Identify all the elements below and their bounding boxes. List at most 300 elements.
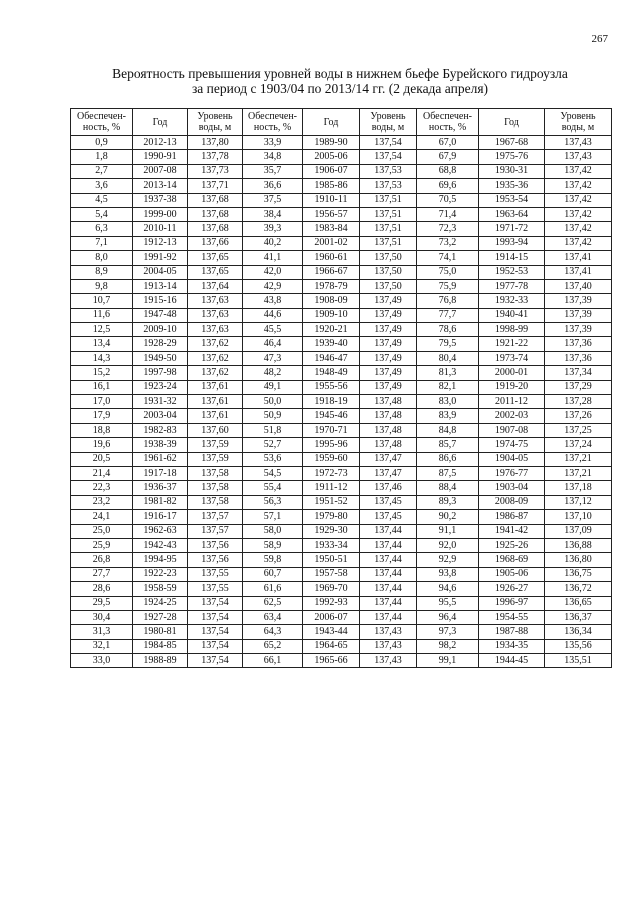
cell-probability: 70,5	[417, 193, 479, 207]
cell-level: 137,45	[360, 510, 417, 524]
cell-probability: 40,2	[243, 236, 303, 250]
cell-probability: 55,4	[243, 481, 303, 495]
cell-year: 2012-13	[133, 136, 188, 150]
cell-probability: 1,8	[71, 150, 133, 164]
cell-year: 1922-23	[133, 567, 188, 581]
cell-probability: 81,3	[417, 366, 479, 380]
cell-level: 137,54	[360, 136, 417, 150]
cell-probability: 15,2	[71, 366, 133, 380]
cell-year: 1930-31	[479, 164, 545, 178]
cell-probability: 56,3	[243, 495, 303, 509]
cell-level: 137,58	[188, 481, 243, 495]
table-row	[71, 265, 612, 279]
cell-probability: 6,3	[71, 222, 133, 236]
cell-probability: 25,9	[71, 538, 133, 552]
cell-level: 136,34	[545, 625, 612, 639]
cell-probability: 5,4	[71, 207, 133, 221]
cell-probability: 58,9	[243, 538, 303, 552]
cell-level: 137,51	[360, 222, 417, 236]
cell-level: 137,73	[188, 164, 243, 178]
cell-probability: 71,4	[417, 207, 479, 221]
cell-year: 1920-21	[303, 323, 360, 337]
cell-year: 1910-11	[303, 193, 360, 207]
cell-year: 1998-99	[479, 323, 545, 337]
cell-level: 137,41	[545, 251, 612, 265]
cell-year: 2000-01	[479, 366, 545, 380]
cell-level: 137,12	[545, 495, 612, 509]
cell-year: 1940-41	[479, 308, 545, 322]
cell-level: 137,39	[545, 308, 612, 322]
cell-year: 1989-90	[303, 136, 360, 150]
cell-probability: 7,1	[71, 236, 133, 250]
cell-year: 1993-94	[479, 236, 545, 250]
header-probability: Обеспечен- ность, %	[417, 109, 479, 136]
cell-probability: 62,5	[243, 596, 303, 610]
cell-year: 2002-03	[479, 409, 545, 423]
cell-level: 137,51	[360, 207, 417, 221]
cell-level: 137,68	[188, 193, 243, 207]
cell-level: 137,63	[188, 323, 243, 337]
cell-probability: 60,7	[243, 567, 303, 581]
cell-probability: 14,3	[71, 351, 133, 365]
cell-probability: 32,1	[71, 639, 133, 653]
cell-year: 1972-73	[303, 466, 360, 480]
cell-probability: 58,0	[243, 524, 303, 538]
cell-probability: 57,1	[243, 510, 303, 524]
cell-probability: 50,0	[243, 395, 303, 409]
cell-year: 1967-68	[479, 136, 545, 150]
cell-probability: 11,6	[71, 308, 133, 322]
cell-level: 137,42	[545, 236, 612, 250]
cell-level: 137,78	[188, 150, 243, 164]
cell-probability: 86,6	[417, 452, 479, 466]
cell-level: 136,88	[545, 538, 612, 552]
cell-level: 137,44	[360, 582, 417, 596]
cell-year: 1986-87	[479, 510, 545, 524]
cell-level: 137,42	[545, 179, 612, 193]
cell-level: 135,51	[545, 654, 612, 668]
cell-year: 1932-33	[479, 294, 545, 308]
cell-probability: 67,0	[417, 136, 479, 150]
cell-level: 137,10	[545, 510, 612, 524]
cell-year: 1909-10	[303, 308, 360, 322]
cell-level: 137,50	[360, 265, 417, 279]
cell-year: 1938-39	[133, 438, 188, 452]
cell-probability: 37,5	[243, 193, 303, 207]
cell-year: 2010-11	[133, 222, 188, 236]
cell-level: 137,36	[545, 337, 612, 351]
cell-level: 137,50	[360, 251, 417, 265]
cell-year: 1984-85	[133, 639, 188, 653]
cell-year: 2011-12	[479, 395, 545, 409]
cell-probability: 9,8	[71, 279, 133, 293]
cell-probability: 19,6	[71, 438, 133, 452]
document-title	[70, 66, 610, 96]
table-body	[71, 136, 612, 668]
cell-level: 137,58	[188, 495, 243, 509]
cell-probability: 99,1	[417, 654, 479, 668]
table-row	[71, 466, 612, 480]
cell-level: 137,57	[188, 524, 243, 538]
cell-probability: 18,8	[71, 423, 133, 437]
cell-probability: 30,4	[71, 610, 133, 624]
cell-year: 1952-53	[479, 265, 545, 279]
cell-probability: 53,6	[243, 452, 303, 466]
cell-year: 1982-83	[133, 423, 188, 437]
cell-year: 1958-59	[133, 582, 188, 596]
cell-year: 1914-15	[479, 251, 545, 265]
cell-level: 137,64	[188, 279, 243, 293]
cell-level: 135,56	[545, 639, 612, 653]
cell-probability: 69,6	[417, 179, 479, 193]
cell-year: 1905-06	[479, 567, 545, 581]
cell-level: 137,65	[188, 251, 243, 265]
cell-year: 1996-97	[479, 596, 545, 610]
cell-level: 137,43	[360, 625, 417, 639]
cell-probability: 13,4	[71, 337, 133, 351]
cell-level: 137,43	[360, 639, 417, 653]
table-row	[71, 538, 612, 552]
table-row	[71, 596, 612, 610]
cell-level: 137,60	[188, 423, 243, 437]
table-row	[71, 582, 612, 596]
cell-year: 1924-25	[133, 596, 188, 610]
cell-level: 137,50	[360, 279, 417, 293]
cell-probability: 43,8	[243, 294, 303, 308]
cell-year: 1912-13	[133, 236, 188, 250]
cell-year: 1985-86	[303, 179, 360, 193]
cell-probability: 17,0	[71, 395, 133, 409]
cell-probability: 59,8	[243, 553, 303, 567]
cell-level: 137,43	[360, 654, 417, 668]
cell-probability: 54,5	[243, 466, 303, 480]
cell-level: 137,39	[545, 294, 612, 308]
cell-probability: 95,5	[417, 596, 479, 610]
cell-level: 137,47	[360, 452, 417, 466]
cell-year: 1933-34	[303, 538, 360, 552]
header-level: Уровень воды, м	[545, 109, 612, 136]
table-row	[71, 193, 612, 207]
cell-probability: 3,6	[71, 179, 133, 193]
cell-year: 2001-02	[303, 236, 360, 250]
cell-year: 1937-38	[133, 193, 188, 207]
cell-probability: 89,3	[417, 495, 479, 509]
cell-year: 1976-77	[479, 466, 545, 480]
cell-probability: 10,7	[71, 294, 133, 308]
cell-year: 1987-88	[479, 625, 545, 639]
cell-year: 1907-08	[479, 423, 545, 437]
cell-probability: 64,3	[243, 625, 303, 639]
cell-year: 1962-63	[133, 524, 188, 538]
cell-year: 1971-72	[479, 222, 545, 236]
cell-level: 137,44	[360, 567, 417, 581]
title-line-1: Вероятность превышения уровней воды в нижнем бьефе Бурейского гидроузла	[112, 66, 568, 81]
cell-level: 137,62	[188, 366, 243, 380]
cell-probability: 36,6	[243, 179, 303, 193]
cell-level: 137,26	[545, 409, 612, 423]
cell-level: 137,48	[360, 395, 417, 409]
cell-probability: 83,0	[417, 395, 479, 409]
table-row	[71, 279, 612, 293]
cell-probability: 73,2	[417, 236, 479, 250]
table-row	[71, 323, 612, 337]
cell-year: 1939-40	[303, 337, 360, 351]
cell-level: 137,36	[545, 351, 612, 365]
cell-year: 2013-14	[133, 179, 188, 193]
cell-probability: 39,3	[243, 222, 303, 236]
cell-level: 137,43	[545, 150, 612, 164]
cell-level: 137,51	[360, 236, 417, 250]
cell-level: 137,61	[188, 380, 243, 394]
cell-probability: 63,4	[243, 610, 303, 624]
cell-probability: 75,0	[417, 265, 479, 279]
table-row	[71, 380, 612, 394]
cell-year: 1950-51	[303, 553, 360, 567]
cell-level: 137,54	[360, 150, 417, 164]
cell-level: 137,56	[188, 553, 243, 567]
cell-level: 137,49	[360, 380, 417, 394]
cell-year: 1934-35	[479, 639, 545, 653]
cell-level: 137,39	[545, 323, 612, 337]
cell-probability: 35,7	[243, 164, 303, 178]
cell-probability: 51,8	[243, 423, 303, 437]
cell-year: 1977-78	[479, 279, 545, 293]
cell-level: 137,34	[545, 366, 612, 380]
cell-level: 137,54	[188, 625, 243, 639]
table-row	[71, 625, 612, 639]
cell-year: 1979-80	[303, 510, 360, 524]
cell-level: 137,62	[188, 351, 243, 365]
cell-probability: 50,9	[243, 409, 303, 423]
cell-probability: 84,8	[417, 423, 479, 437]
cell-probability: 41,1	[243, 251, 303, 265]
cell-year: 1911-12	[303, 481, 360, 495]
table-row	[71, 495, 612, 509]
cell-probability: 48,2	[243, 366, 303, 380]
cell-level: 137,54	[188, 596, 243, 610]
cell-probability: 77,7	[417, 308, 479, 322]
cell-probability: 49,1	[243, 380, 303, 394]
table-row	[71, 251, 612, 265]
cell-level: 137,57	[188, 510, 243, 524]
cell-year: 1936-37	[133, 481, 188, 495]
table-row	[71, 452, 612, 466]
cell-year: 1926-27	[479, 582, 545, 596]
cell-level: 137,44	[360, 596, 417, 610]
cell-level: 137,55	[188, 567, 243, 581]
cell-probability: 23,2	[71, 495, 133, 509]
cell-year: 1947-48	[133, 308, 188, 322]
cell-probability: 22,3	[71, 481, 133, 495]
cell-year: 1978-79	[303, 279, 360, 293]
header-year: Год	[479, 109, 545, 136]
cell-year: 1956-57	[303, 207, 360, 221]
table-row	[71, 395, 612, 409]
cell-level: 137,63	[188, 308, 243, 322]
cell-level: 137,48	[360, 438, 417, 452]
cell-probability: 90,2	[417, 510, 479, 524]
cell-probability: 78,6	[417, 323, 479, 337]
cell-year: 1966-67	[303, 265, 360, 279]
cell-year: 2007-08	[133, 164, 188, 178]
cell-year: 1904-05	[479, 452, 545, 466]
table-row	[71, 409, 612, 423]
cell-probability: 76,8	[417, 294, 479, 308]
cell-probability: 17,9	[71, 409, 133, 423]
table-row	[71, 553, 612, 567]
cell-level: 137,56	[188, 538, 243, 552]
cell-year: 2005-06	[303, 150, 360, 164]
cell-probability: 92,9	[417, 553, 479, 567]
cell-year: 1915-16	[133, 294, 188, 308]
header-year: Год	[133, 109, 188, 136]
cell-probability: 88,4	[417, 481, 479, 495]
cell-level: 137,25	[545, 423, 612, 437]
cell-level: 137,53	[360, 164, 417, 178]
cell-probability: 80,4	[417, 351, 479, 365]
table-row	[71, 510, 612, 524]
cell-level: 137,44	[360, 553, 417, 567]
cell-level: 137,66	[188, 236, 243, 250]
cell-year: 1913-14	[133, 279, 188, 293]
cell-level: 137,21	[545, 452, 612, 466]
cell-year: 1921-22	[479, 337, 545, 351]
cell-probability: 92,0	[417, 538, 479, 552]
cell-level: 137,40	[545, 279, 612, 293]
cell-level: 137,59	[188, 452, 243, 466]
table-row	[71, 164, 612, 178]
cell-year: 1999-00	[133, 207, 188, 221]
cell-year: 1980-81	[133, 625, 188, 639]
cell-probability: 20,5	[71, 452, 133, 466]
cell-probability: 46,4	[243, 337, 303, 351]
cell-year: 1961-62	[133, 452, 188, 466]
cell-level: 137,68	[188, 222, 243, 236]
cell-year: 1919-20	[479, 380, 545, 394]
cell-year: 1903-04	[479, 481, 545, 495]
table-row	[71, 654, 612, 668]
cell-probability: 96,4	[417, 610, 479, 624]
table-row	[71, 207, 612, 221]
cell-year: 1946-47	[303, 351, 360, 365]
cell-year: 1981-82	[133, 495, 188, 509]
cell-level: 137,48	[360, 423, 417, 437]
cell-year: 1975-76	[479, 150, 545, 164]
cell-probability: 12,5	[71, 323, 133, 337]
cell-year: 1927-28	[133, 610, 188, 624]
cell-year: 1951-52	[303, 495, 360, 509]
cell-probability: 94,6	[417, 582, 479, 596]
cell-level: 136,72	[545, 582, 612, 596]
cell-year: 1959-60	[303, 452, 360, 466]
cell-probability: 31,3	[71, 625, 133, 639]
cell-level: 136,75	[545, 567, 612, 581]
table-row	[71, 438, 612, 452]
cell-year: 1964-65	[303, 639, 360, 653]
cell-level: 137,58	[188, 466, 243, 480]
cell-probability: 42,0	[243, 265, 303, 279]
cell-probability: 45,5	[243, 323, 303, 337]
table-row	[71, 524, 612, 538]
water-level-table	[70, 108, 612, 668]
cell-year: 1994-95	[133, 553, 188, 567]
cell-year: 2006-07	[303, 610, 360, 624]
cell-year: 1953-54	[479, 193, 545, 207]
cell-year: 1992-93	[303, 596, 360, 610]
cell-year: 1973-74	[479, 351, 545, 365]
cell-probability: 79,5	[417, 337, 479, 351]
cell-level: 137,18	[545, 481, 612, 495]
cell-probability: 42,9	[243, 279, 303, 293]
cell-level: 137,48	[360, 409, 417, 423]
cell-probability: 98,2	[417, 639, 479, 653]
cell-level: 137,55	[188, 582, 243, 596]
cell-probability: 65,2	[243, 639, 303, 653]
cell-level: 137,43	[545, 136, 612, 150]
page-number: 267	[591, 33, 608, 45]
cell-probability: 2,7	[71, 164, 133, 178]
cell-year: 1954-55	[479, 610, 545, 624]
cell-probability: 27,7	[71, 567, 133, 581]
cell-level: 137,47	[360, 466, 417, 480]
header-year: Год	[303, 109, 360, 136]
cell-year: 1918-19	[303, 395, 360, 409]
cell-year: 2009-10	[133, 323, 188, 337]
cell-year: 1948-49	[303, 366, 360, 380]
cell-level: 137,49	[360, 308, 417, 322]
cell-probability: 33,0	[71, 654, 133, 668]
cell-year: 1974-75	[479, 438, 545, 452]
cell-probability: 38,4	[243, 207, 303, 221]
header-probability: Обеспечен- ность, %	[71, 109, 133, 136]
cell-year: 1969-70	[303, 582, 360, 596]
cell-level: 137,49	[360, 294, 417, 308]
cell-year: 1928-29	[133, 337, 188, 351]
table-row	[71, 639, 612, 653]
cell-probability: 33,9	[243, 136, 303, 150]
cell-level: 137,44	[360, 610, 417, 624]
cell-probability: 68,8	[417, 164, 479, 178]
cell-year: 1908-09	[303, 294, 360, 308]
cell-year: 1923-24	[133, 380, 188, 394]
cell-year: 2008-09	[479, 495, 545, 509]
cell-level: 137,29	[545, 380, 612, 394]
cell-year: 1925-26	[479, 538, 545, 552]
table-row	[71, 337, 612, 351]
cell-level: 137,61	[188, 409, 243, 423]
cell-level: 137,45	[360, 495, 417, 509]
cell-level: 137,49	[360, 351, 417, 365]
cell-level: 137,54	[188, 610, 243, 624]
header-probability: Обеспечен- ность, %	[243, 109, 303, 136]
cell-year: 1943-44	[303, 625, 360, 639]
cell-year: 1945-46	[303, 409, 360, 423]
cell-year: 1960-61	[303, 251, 360, 265]
cell-probability: 4,5	[71, 193, 133, 207]
cell-level: 137,41	[545, 265, 612, 279]
cell-probability: 87,5	[417, 466, 479, 480]
cell-level: 136,80	[545, 553, 612, 567]
cell-probability: 26,8	[71, 553, 133, 567]
cell-probability: 61,6	[243, 582, 303, 596]
cell-level: 137,65	[188, 265, 243, 279]
cell-level: 137,63	[188, 294, 243, 308]
cell-year: 1983-84	[303, 222, 360, 236]
cell-level: 136,37	[545, 610, 612, 624]
table-header-row	[71, 109, 612, 136]
cell-probability: 24,1	[71, 510, 133, 524]
cell-probability: 75,9	[417, 279, 479, 293]
